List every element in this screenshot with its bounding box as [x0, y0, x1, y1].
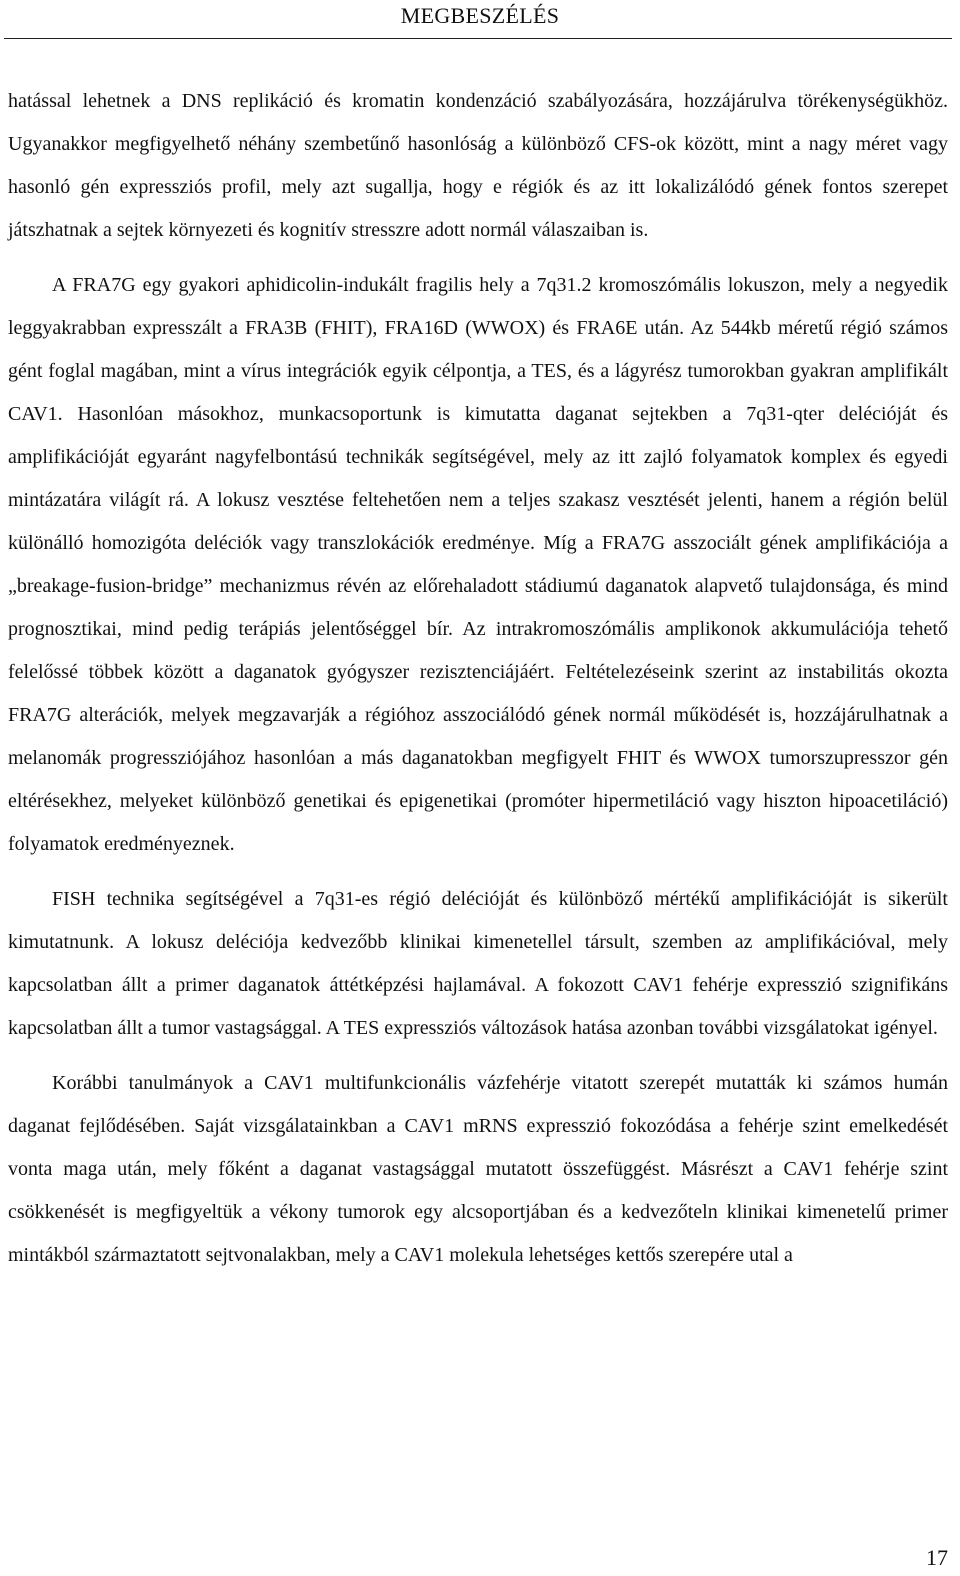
paragraph-2: A FRA7G egy gyakori aphidicolin-indukált fragilis hely a 7q31.2 kromoszómális lokuszon, mely a negyedik leggyakrabban expresszált a FRA3B (FHIT), FRA16D (WWOX) és FRA6E után. Az 544kb méretű régió számos gént foglal magában, mint a vírus integrációk egyik célpontja, a TES, és a lágyrész tumorokban gyakran amplifikált CAV1. Hasonlóan másokhoz, munkacsoportunk is kimutatta daganat sejtekben a 7q31-qter delécióját és amplifikációját egyaránt nagyfelbontású technikák segítségével, mely az itt zajló folyamatok komplex és egyedi mintázatára világít rá. A lokusz vesztése feltehetően nem a teljes szakasz vesztését jelenti, hanem a régión belül különálló homozigóta deléciók vagy transzlokációk eredménye. Míg a FRA7G asszociált gének amplifikációja a „breakage-fusion-bridge” mechanizmus révén az előrehaladott stádiumú daganatok alapvető tulajdonsága, és mind prognosztikai, mind pedig terápiás jelentőséggel bír. Az intrakromoszómális amplikonok akkumulációja tehető felelőssé többek között a daganatok gyógyszer rezisztenciájáért. Feltételezéseink szerint az instabilitás okozta FRA7G alterációk, melyek megzavarják a régióhoz asszociálódó gének normál működését is, hozzájárulhatnak a melanomák progressziójához hasonlóan a más daganatokban megfigyelt FHIT és WWOX tumorszupresszor gén eltérésekhez, melyeket különböző genetikai és epigenetikai (promóter hipermetiláció vagy hiszton hipoacetiláció) folyamatok eredményeznek.: [8, 274, 948, 855]
paragraph-3: FISH technika segítségével a 7q31-es régió delécióját és különböző mértékű amplifikációját is sikerült kimutatnunk. A lokusz deléciója kedvezőbb klinikai kimenetellel társult, szemben az amplifikációval, mely kapcsolatban állt a primer daganatok áttétképzési hajlamával. A fokozott CAV1 fehérje expresszió szignifikáns kapcsolatban állt a tumor vastagsággal. A TES expressziós változások hatása azonban további vizsgálatokat igényel.: [8, 888, 948, 1039]
page-header: [0, 2, 960, 30]
header-divider: [4, 38, 952, 39]
paragraph-4: Korábbi tanulmányok a CAV1 multifunkcionális vázfehérje vitatott szerepét mutatták ki számos humán daganat fejlődésében. Saját vizsgálatainkban a CAV1 mRNS expresszió fokozódása a fehérje szint emelkedését vonta maga után, mely főként a daganat vastagsággal mutatott összefüggést. Másrészt a CAV1 fehérje szint csökkenését is megfigyeltük a vékony tumorok egy alcsoportjában és a kedvezőteln klinikai kimenetelű primer mintákból származtatott sejtvonalakban, mely a CAV1 molekula lehetséges kettős szerepére utal a: [8, 1072, 948, 1266]
document-body: [8, 80, 948, 1277]
paragraph-1: hatással lehetnek a DNS replikáció és kromatin kondenzáció szabályozására, hozzájárulva törékenységükhöz. Ugyanakkor megfigyelhető néhány szembetűnő hasonlóság a különböző CFS-ok között, mint a nagy méret vagy hasonló gén expressziós profil, mely azt sugallja, hogy e régiók és az itt lokalizálódó gének fontos szerepet játszhatnak a sejtek környezeti és kognitív stresszre adott normál válaszaiban is.: [8, 90, 948, 241]
page-number: 17: [926, 1545, 948, 1570]
section-title: MEGBESZÉLÉS: [400, 3, 560, 28]
